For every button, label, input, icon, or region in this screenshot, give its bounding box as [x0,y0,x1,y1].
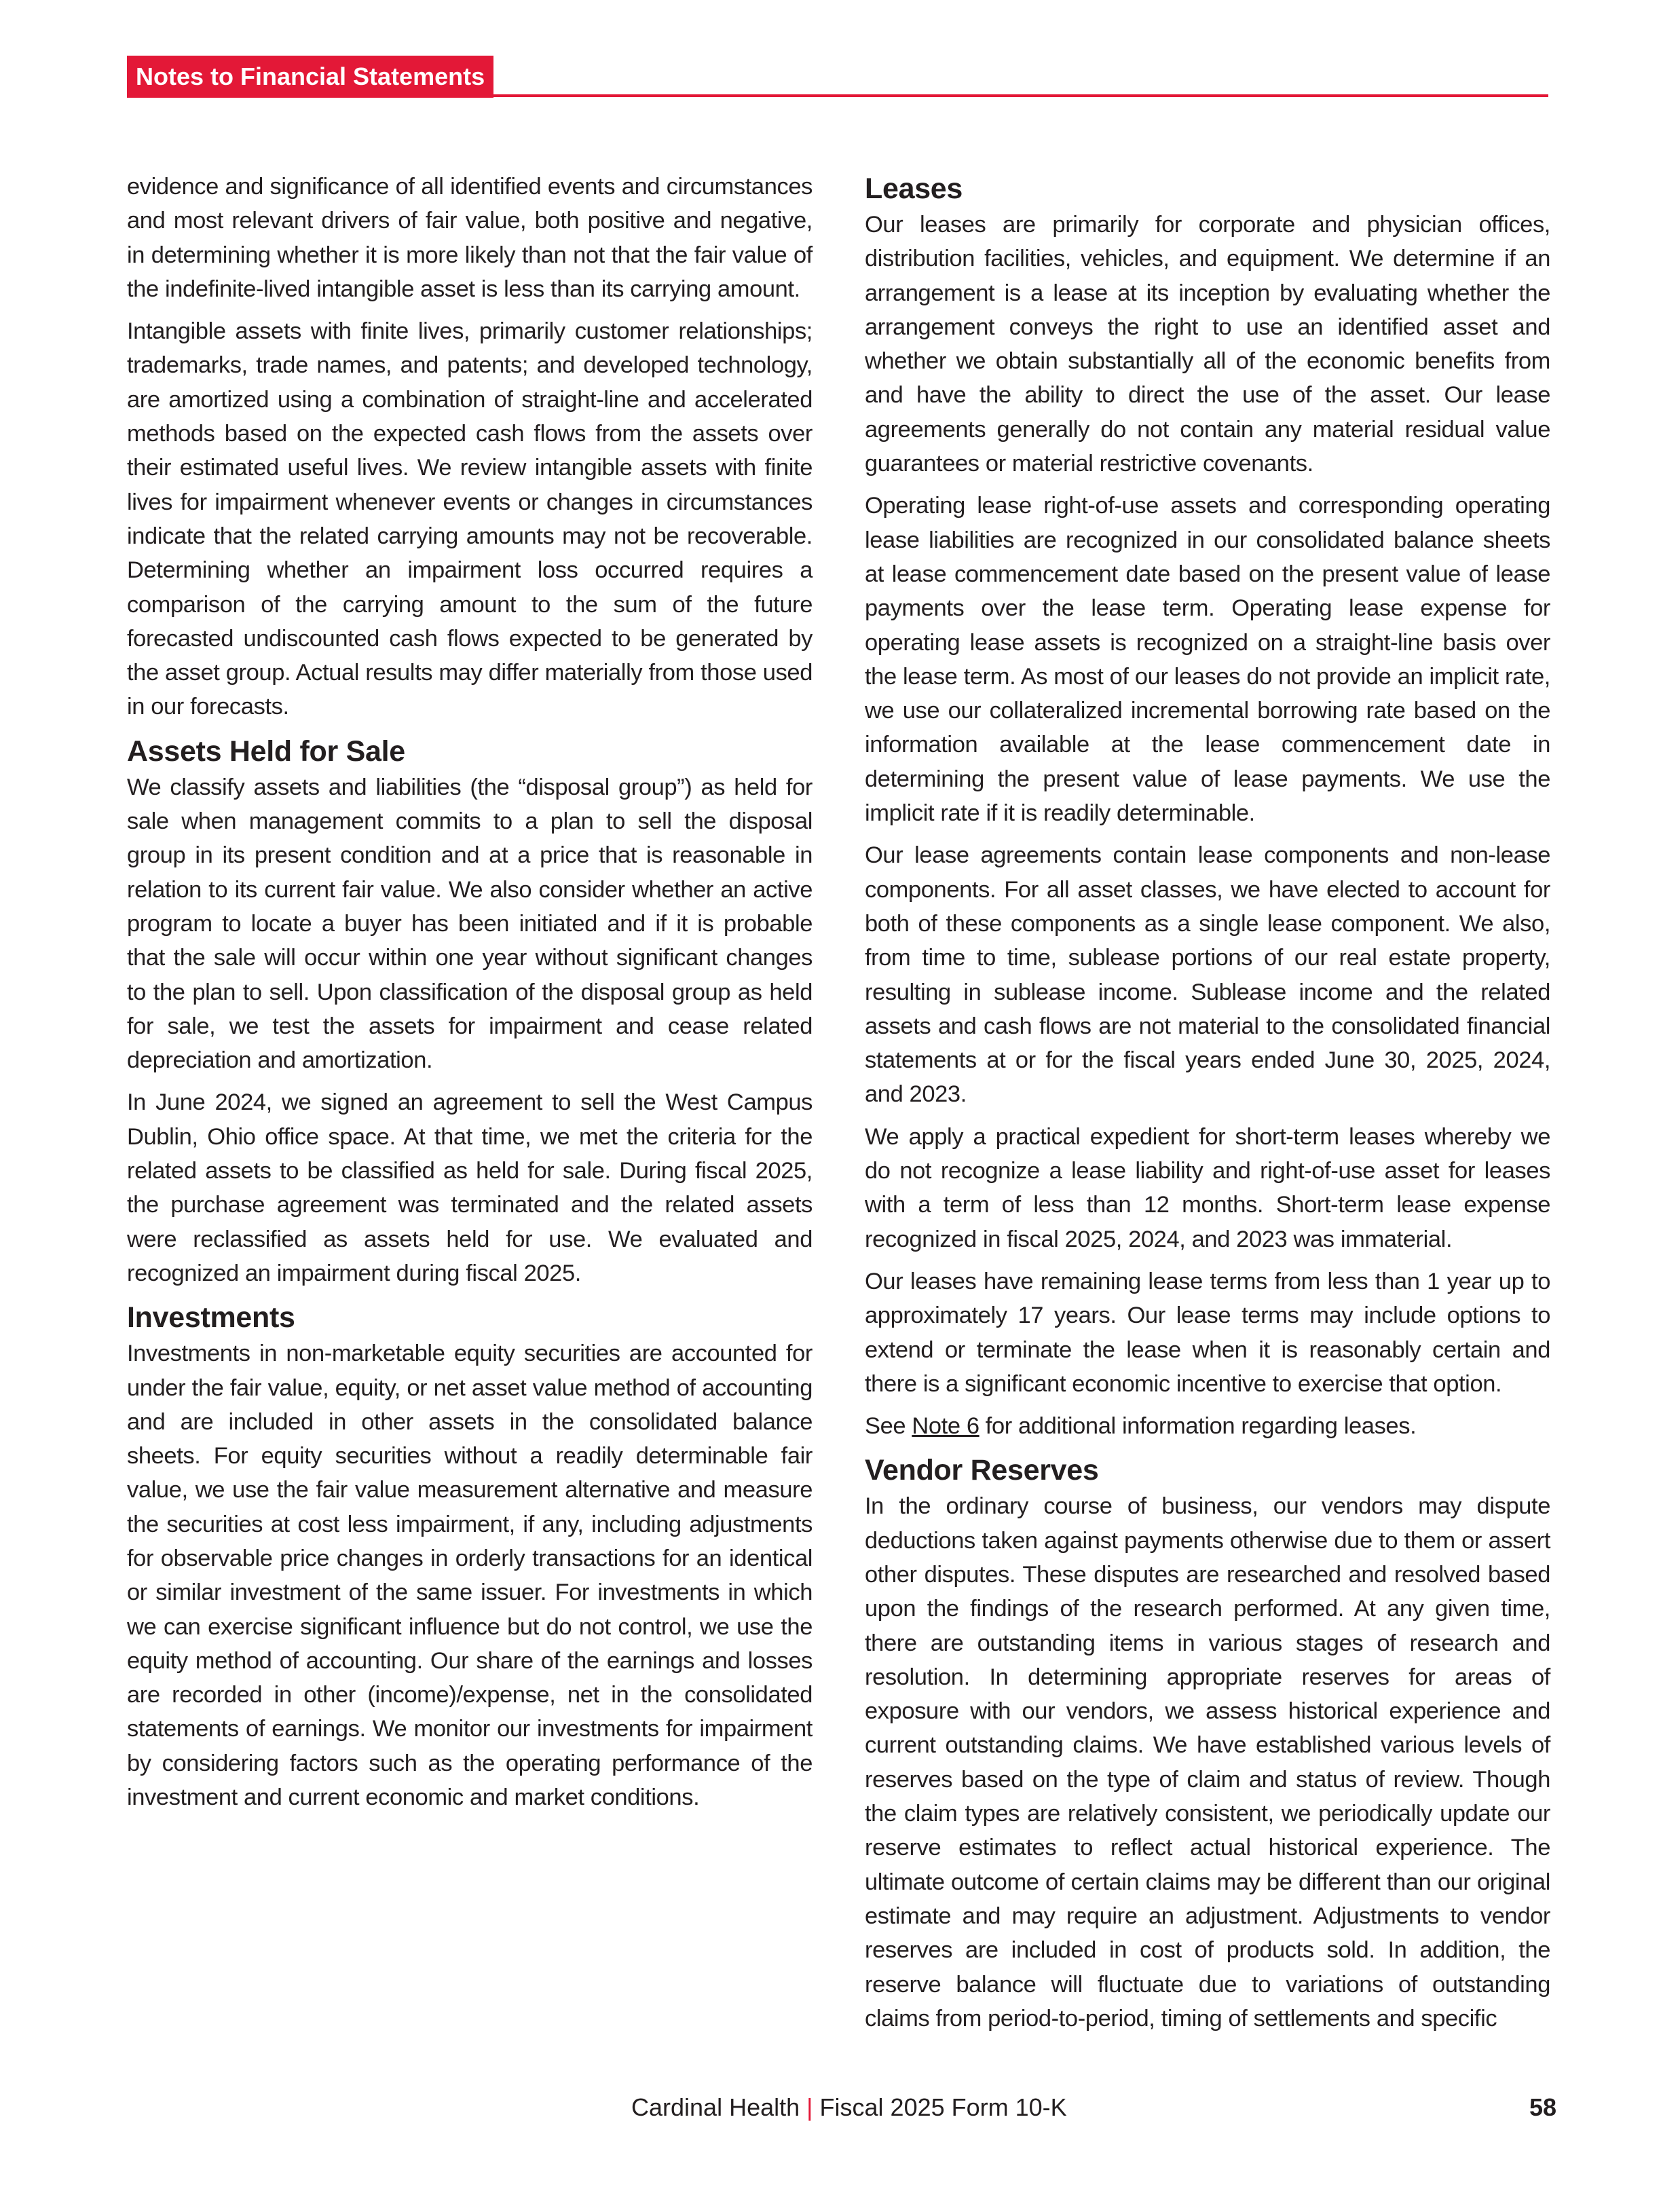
paragraph: Operating lease right-of-use assets and corresponding operating lease liabilities are recognized in our consolidated balance sheets at lease commencement date based on the present value of lease payments over the lease term. Operating lease expense for operating lease assets is recognized on a straight-line basis over the lease term. As most of our leases do not provide an implicit rate, we use our collateralized incremental borrowing rate based on the information available at the lease commencement date in determining the present value of lease payments. We use the implicit rate if it is readily determinable. [865,493,1550,827]
right-column [865,170,1550,2044]
paragraph: In the ordinary course of business, our vendors may dispute deductions taken against payments otherwise due to them or assert other disputes. These disputes are researched and resolved based upon the findings of the research performed. At any given time, there are outstanding items in various stages of research and resolution. In determining appropriate reserves for areas of exposure with our vendors, we assess historical experience and current outstanding claims. We have established various levels of reserves based on the type of claim and status of review. Though the claim types are relatively consistent, we periodically update our reserve estimates to reflect actual historical experience. The ultimate outcome of certain claims may be different than our original estimate and may require an adjustment. Adjustments to vendor reserves are included in cost of products sold. In addition, the reserve balance will fluctuate due to variations of outstanding claims from period-to-period, timing of settlements and specific [865,1493,1550,2032]
paragraph: Our leases have remaining lease terms from less than 1 year up to approximately 17 years. Our lease terms may include options to extend or terminate the lease when it is reasonably certain and there is a significant economic incentive to exercise that option. [865,1268,1550,1397]
footer-company: Cardinal Health [631,2093,800,2121]
paragraph: In June 2024, we signed an agreement to sell the West Campus Dublin, Ohio office space. At that time, we met the criteria for the related assets to be classified as held for sale. During fiscal 2025, the purchase agreement was terminated and the related assets were reclassified as assets held for use. We evaluated and recognized an impairment during fiscal 2025. [127,1089,813,1286]
paragraph: We classify assets and liabilities (the “disposal group”) as held for sale when management commits to a plan to sell the disposal group in its present condition and at a price that is reasonable in relation to its current fair value. We also consider whether an active program to locate a buyer has been initiated and if it is probable that the sale will occur within one year without significant changes to the plan to sell. Upon classification of the disposal group as held for sale, we test the assets for impairment and cease related depreciation and amortization. [127,774,813,1074]
footer-separator: | [806,2093,813,2121]
paragraph: evidence and significance of all identified events and circumstances and most relevant drivers of fair value, both positive and negative, in determining whether it is more likely than not that the fair value of the indefinite-lived intangible asset is less than its carrying amount. [127,174,813,302]
see-prefix: See [865,1413,912,1440]
section-heading-leases: Leases [865,172,963,205]
section-heading-vendor-reserves: Vendor Reserves [865,1454,1099,1487]
section-heading-investments: Investments [127,1301,295,1334]
left-column [127,170,813,1822]
page-footer [0,2091,1680,2125]
paragraph: Investments in non-marketable equity securities are accounted for under the fair value, equity, or net asset value method of accounting and are included in other assets in the consolidated balance sheets. For equity securities without a readily determinable fair value, we use the fair value measurement alternative and measure the securities at cost less impairment, if any, including adjustments for observable price changes in orderly transactions for an identical or similar investment of the same issuer. For investments in which we can exercise significant influence but do not control, we use the equity method of accounting. Our share of the earnings and losses are recorded in other (income)/expense, net in the consolidated statements of earnings. We monitor our investments for impairment by considering factors such as the operating performance of the investment and current economic and market conditions. [127,1341,813,1811]
section-heading-assets-held-for-sale: Assets Held for Sale [127,734,405,768]
paragraph: Intangible assets with finite lives, primarily customer relationships; trademarks, trade names, and patents; and developed technology, are amortized using a combination of straight-line and accelerated methods based on the expected cash flows from the assets over their estimated useful lives. We review intangible assets with finite lives for impairment whenever events or changes in circumstances indicate that the related carrying amounts may not be recoverable. Determining whether an impairment loss occurred requires a comparison of the carrying amount to the sum of the future forecasted undiscounted cash flows expected to be generated by the asset group. Actual results may differ materially from those used in our forecasts. [127,318,813,720]
see-note-paragraph [865,1409,1550,1443]
paragraph: Our lease agreements contain lease components and non-lease components. For all asset classes, we have elected to account for both of these components as a single lease component. We also, from time to time, sublease portions of our real estate property, resulting in sublease income. Sublease income and the related assets and cash flows are not material to the consolidated financial statements at or for the fiscal years ended June 30, 2025, 2024, and 2023. [865,842,1550,1108]
footer-doc-title: Fiscal 2025 Form 10-K [819,2093,1067,2121]
header-divider [493,94,1548,97]
section-header-tab: Notes to Financial Statements [127,56,493,98]
page-number: 58 [1529,2093,1557,2121]
see-suffix: for additional information regarding leases. [979,1413,1417,1440]
footer-title [631,2091,1067,2125]
note-6-link[interactable]: Note 6 [912,1413,979,1440]
paragraph: Our leases are primarily for corporate and physician offices, distribution facilities, vehicles, and equipment. We determine if an arrangement is a lease at its inception by evaluating whether the arrangement conveys the right to use an identified asset and whether we obtain substantially all of the economic benefits from and have the ability to direct the use of the asset. Our lease agreements generally do not contain any material residual value guarantees or material restrictive covenants. [865,212,1550,477]
paragraph: We apply a practical expedient for short-term leases whereby we do not recognize a lease liability and right-of-use asset for leases with a term of less than 12 months. Short-term lease expense recognized in fiscal 2025, 2024, and 2023 was immaterial. [865,1123,1550,1252]
